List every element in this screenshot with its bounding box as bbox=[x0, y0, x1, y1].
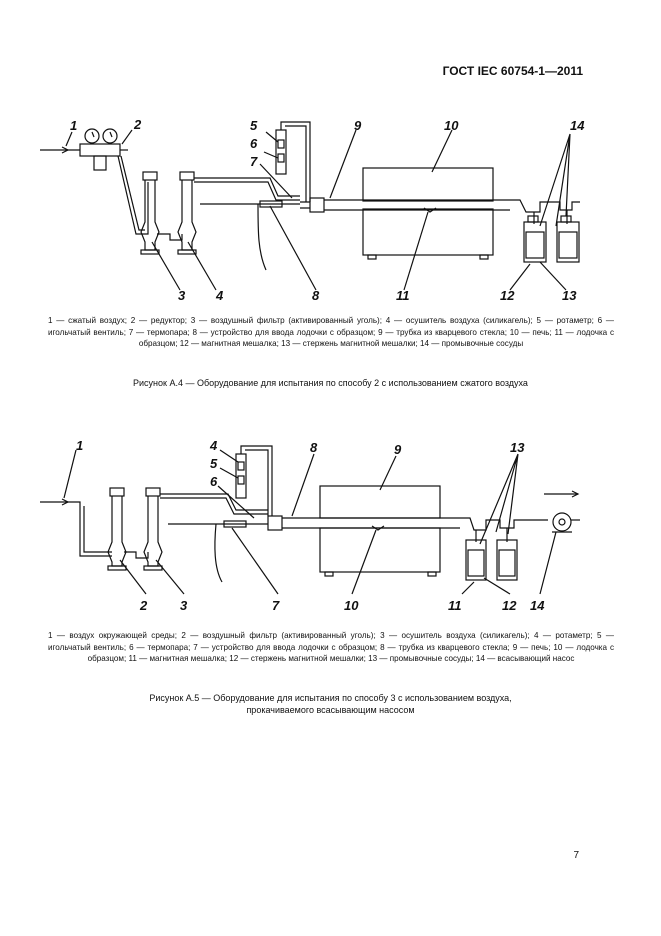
a5-suction-pump bbox=[544, 491, 580, 532]
figure-a5-caption-line-2: прокачиваемого всасывающим насосом bbox=[246, 705, 415, 715]
a4-quartz-tube bbox=[300, 198, 510, 212]
a4-label-2: 2 bbox=[134, 117, 142, 132]
a4-air-filter bbox=[141, 172, 159, 254]
a5-label-12: 12 bbox=[502, 598, 517, 613]
a4-air-dryer bbox=[178, 172, 196, 254]
a4-label-9: 9 bbox=[354, 118, 362, 133]
figure-a5-legend: 1 — воздух окружающей среды; 2 — воздушный фильтр (активированный уголь); 3 — осушитель воздуха (силикагель); 4 — ротаметр; 5 — игольчатый вентиль; 6 — термопара; 7 — устройство для ввода лодочки с образцом; 8 — трубка из кварцевого стекла; 9 — печь; 10 — лодочка с образцом; 11 — магнитная мешалка; 12 — стержень магнитной мешалки; 13 — промывочные сосуды; 14 — всасывающий насос bbox=[48, 631, 614, 664]
a4-label-1: 1 bbox=[70, 118, 78, 133]
a4-label-11: 11 bbox=[396, 288, 410, 303]
a5-label-11: 11 bbox=[448, 598, 462, 613]
a4-tube-3 bbox=[194, 178, 300, 196]
figure-a4-svg bbox=[0, 112, 661, 312]
page-number: 7 bbox=[573, 850, 579, 861]
a5-rotameter bbox=[236, 446, 272, 516]
a5-ambient-air-inlet bbox=[40, 502, 112, 556]
a4-label-7: 7 bbox=[250, 154, 258, 169]
a5-air-dryer bbox=[144, 488, 162, 570]
a5-label-9: 9 bbox=[394, 442, 402, 457]
a5-wash-bottles bbox=[466, 528, 517, 580]
a5-label-3: 3 bbox=[180, 598, 188, 613]
a5-label-4: 4 bbox=[210, 438, 218, 453]
document-standard-header: ГОСТ IEC 60754-1—2011 bbox=[442, 64, 583, 78]
a5-furnace bbox=[320, 486, 440, 576]
figure-a5-caption-line-1: Рисунок А.5 — Оборудование для испытания по способу 3 с использованием воздуха, bbox=[149, 693, 512, 703]
a4-label-4: 4 bbox=[216, 288, 224, 303]
a5-thermocouple-lead bbox=[215, 524, 222, 582]
a4-label-14: 14 bbox=[570, 118, 585, 133]
a4-wash-bottles bbox=[524, 210, 579, 262]
a5-air-filter bbox=[108, 488, 126, 570]
figure-a4-caption: Рисунок А.4 — Оборудование для испытания по способу 2 с использованием сжатого воздуха bbox=[133, 378, 528, 388]
a5-label-7: 7 bbox=[272, 598, 280, 613]
figure-a4-diagram bbox=[0, 112, 661, 312]
a5-label-2: 2 bbox=[140, 598, 148, 613]
a4-tube-2 bbox=[157, 234, 182, 240]
a5-label-14: 14 bbox=[530, 598, 545, 613]
a4-label-6: 6 bbox=[250, 136, 258, 151]
a5-label-13: 13 bbox=[510, 440, 525, 455]
a4-label-5: 5 bbox=[250, 118, 258, 133]
a4-label-3: 3 bbox=[178, 288, 186, 303]
a5-tube-2 bbox=[160, 494, 268, 510]
a5-label-8: 8 bbox=[310, 440, 318, 455]
a4-regulator bbox=[80, 129, 128, 170]
a5-label-10: 10 bbox=[344, 598, 359, 613]
figure-a5-svg bbox=[0, 436, 661, 616]
a4-rotameter bbox=[276, 122, 310, 202]
a4-thermocouple-lead bbox=[258, 204, 266, 270]
a5-label-5: 5 bbox=[210, 456, 218, 471]
figure-a5-diagram bbox=[0, 436, 661, 616]
a5-label-1: 1 bbox=[76, 438, 84, 453]
a5-label-6: 6 bbox=[210, 474, 218, 489]
a4-label-13: 13 bbox=[562, 288, 577, 303]
figure-a5-caption bbox=[40, 692, 621, 716]
a4-label-12: 12 bbox=[500, 288, 515, 303]
figure-a4-legend: 1 — сжатый воздух; 2 — редуктор; 3 — воздушный фильтр (активированный уголь); 4 — осушитель воздуха (силикагель); 5 — ротаметр; 6 — игольчатый вентиль; 7 — термопара; 8 — устройство для ввода лодочки с образцом; 9 — трубка из кварцевого стекла; 10 — печь; 11 — лодочка с образцом; 12 — магнитная мешалка; 13 — стержень магнитной мешалки; 14 — промывочные сосуды bbox=[48, 316, 614, 349]
a4-tube-1 bbox=[118, 156, 148, 234]
a4-label-10: 10 bbox=[444, 118, 459, 133]
a5-outlet-tube bbox=[460, 518, 548, 530]
a4-label-8: 8 bbox=[312, 288, 320, 303]
